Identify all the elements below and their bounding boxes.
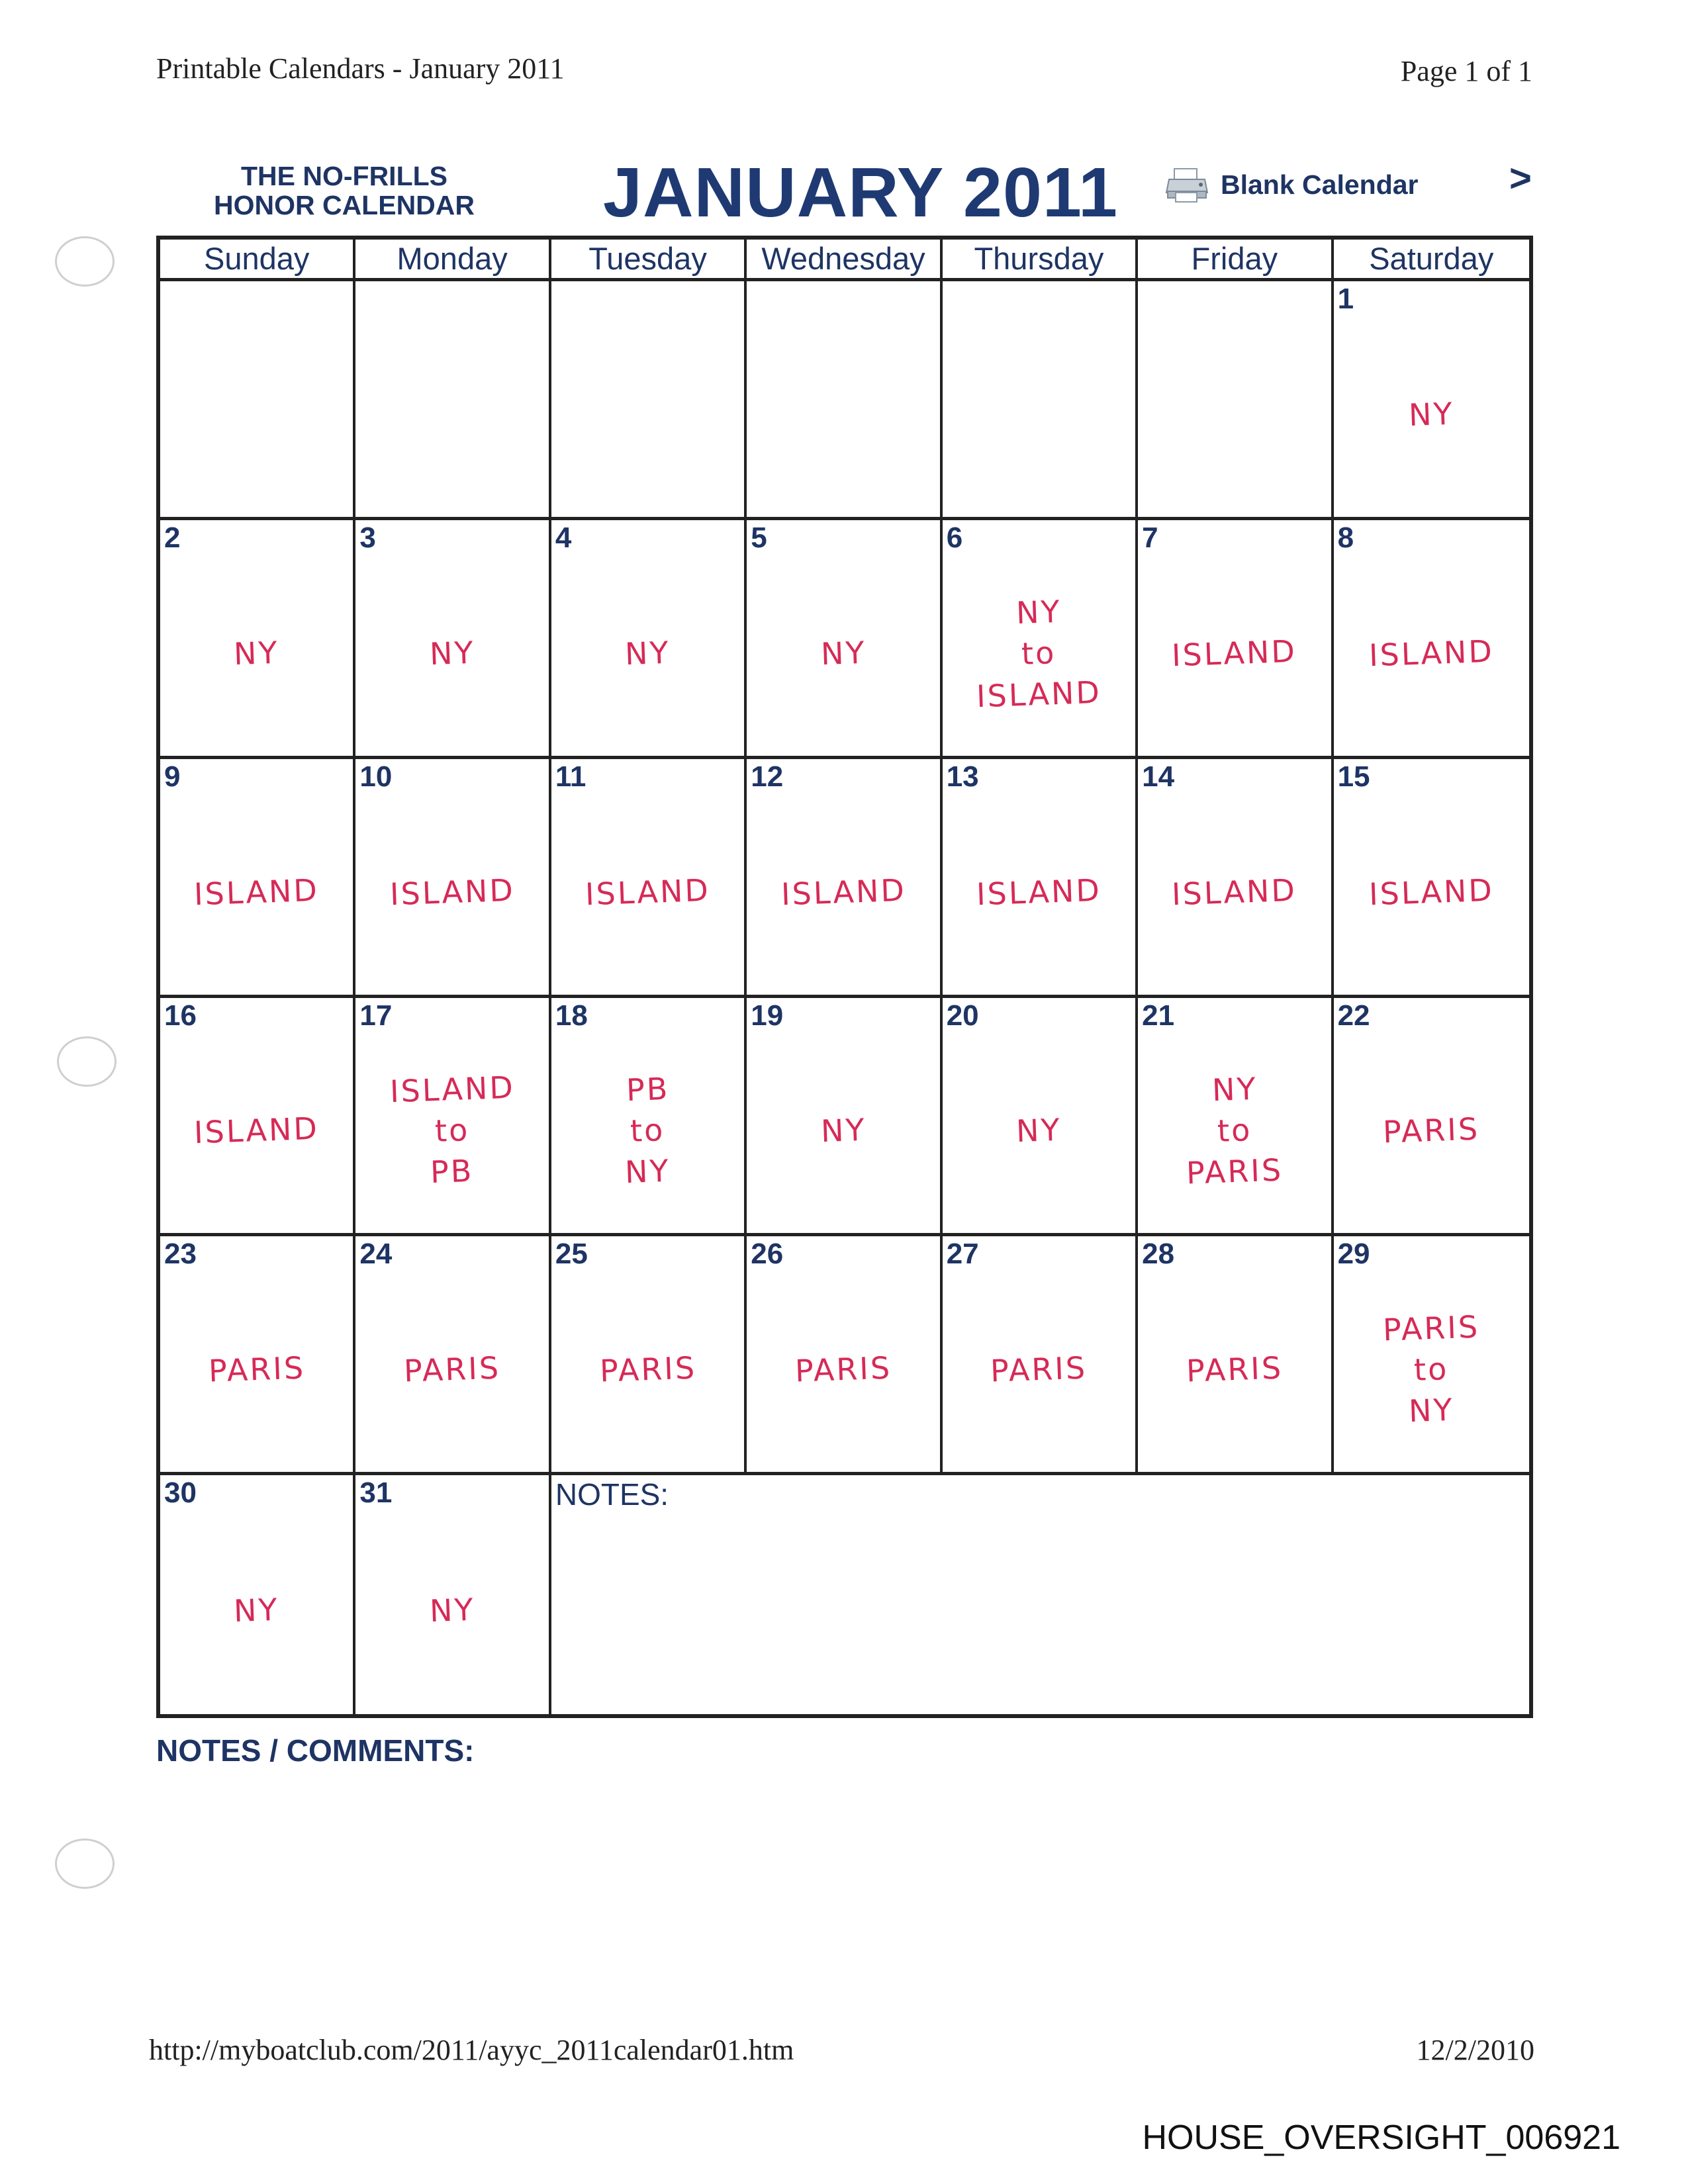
print-footer-date: 12/2/2010: [1416, 2034, 1534, 2066]
handwritten-note-line: PB: [625, 1071, 671, 1109]
day-cell-22: [1334, 998, 1529, 1237]
day-number: 11: [555, 760, 586, 793]
day-number: 15: [1337, 760, 1370, 793]
handwritten-note-line: NY: [624, 1153, 671, 1191]
handwritten-note: [355, 1522, 548, 1698]
handwritten-note: [160, 1044, 353, 1218]
handwritten-note-line: NY: [428, 1591, 476, 1629]
handwritten-note-line: PARIS: [207, 1349, 306, 1389]
day-cell-18: [551, 998, 747, 1237]
handwritten-note: [160, 567, 353, 740]
handwritten-note-line: NY: [820, 634, 867, 672]
handwritten-note: [1138, 567, 1331, 740]
brand-link[interactable]: [199, 161, 490, 220]
day-number: 14: [1142, 760, 1175, 793]
day-cell-empty: [355, 281, 551, 520]
day-cell-30: [160, 1475, 355, 1714]
handwritten-note-line: ISLAND: [1368, 872, 1495, 912]
day-cell-24: [355, 1236, 551, 1475]
day-cell-26: [747, 1236, 942, 1475]
handwritten-note-line: ISLAND: [1171, 872, 1298, 912]
handwritten-note: [1334, 567, 1529, 740]
day-number: 18: [555, 999, 588, 1032]
handwritten-note-line: NY: [624, 634, 671, 672]
day-number: 4: [555, 521, 572, 554]
handwritten-note-line: to: [630, 1112, 666, 1150]
day-cell-12: [747, 759, 942, 998]
calendar-grid: [156, 236, 1533, 1718]
day-cell-8: [1334, 520, 1529, 759]
handwritten-note-line: PARIS: [990, 1349, 1088, 1389]
day-cell-empty: [551, 281, 747, 520]
handwritten-note: [943, 567, 1135, 740]
day-cell-7: [1138, 520, 1333, 759]
handwritten-note-line: ISLAND: [780, 872, 907, 912]
day-number: 26: [751, 1238, 784, 1271]
handwritten-note: [355, 1283, 548, 1456]
handwritten-note-line: PARIS: [1382, 1308, 1481, 1348]
notes-comments-label: NOTES / COMMENTS:: [156, 1733, 475, 1768]
day-number: 21: [1142, 999, 1175, 1032]
handwritten-note: [551, 1283, 744, 1456]
handwritten-note-line: PARIS: [1382, 1111, 1481, 1150]
day-number: 12: [751, 760, 784, 793]
day-number: 25: [555, 1238, 588, 1271]
handwritten-note-line: NY: [820, 1112, 867, 1150]
day-number: 31: [359, 1477, 393, 1510]
handwritten-note: [747, 1283, 939, 1456]
handwritten-note-line: NY: [428, 634, 476, 672]
day-cell-21: [1138, 998, 1333, 1237]
print-footer-url: http://myboatclub.com/2011/ayyc_2011calendar01.htm: [149, 2034, 794, 2066]
handwritten-note-line: to: [1413, 1351, 1450, 1388]
day-cell-6: [943, 520, 1138, 759]
handwritten-note: [355, 1044, 548, 1218]
handwritten-note: [160, 1283, 353, 1456]
day-cell-11: [551, 759, 747, 998]
weekday-header-row: [160, 240, 1529, 281]
handwritten-note: [551, 567, 744, 740]
day-number: 17: [359, 999, 393, 1032]
weekday-wednesday: Wednesday: [747, 240, 942, 278]
handwritten-note-line: PARIS: [1185, 1152, 1284, 1191]
handwritten-note-line: to: [1021, 634, 1057, 672]
handwritten-note: [1138, 1283, 1331, 1456]
handwritten-note-line: ISLAND: [976, 872, 1102, 912]
blank-calendar-label: Blank Calendar: [1221, 169, 1419, 200]
day-cell-5: [747, 520, 942, 759]
day-cell-15: [1334, 759, 1529, 998]
weekday-monday: Monday: [355, 240, 551, 278]
day-cell-empty: [160, 281, 355, 520]
handwritten-note: [355, 805, 548, 979]
day-cell-10: [355, 759, 551, 998]
weekday-saturday: Saturday: [1369, 241, 1494, 276]
day-cell-empty: [943, 281, 1138, 520]
handwritten-note-line: PARIS: [794, 1349, 892, 1389]
printer-icon: [1165, 166, 1209, 203]
handwritten-note-line: ISLAND: [1368, 633, 1495, 674]
handwritten-note: [943, 1044, 1135, 1218]
day-number: 3: [359, 521, 376, 554]
handwritten-note: [1334, 1283, 1529, 1456]
day-cell-9: [160, 759, 355, 998]
handwritten-note-line: NY: [1408, 1392, 1455, 1430]
day-number: 23: [164, 1238, 197, 1271]
day-cell-31: [355, 1475, 551, 1714]
handwritten-note-line: ISLAND: [389, 872, 516, 912]
day-number: 29: [1337, 1238, 1370, 1271]
handwritten-note: [943, 1283, 1135, 1456]
handwritten-note-line: ISLAND: [976, 674, 1102, 715]
handwritten-note: [551, 805, 744, 979]
brand-line-2: HONOR CALENDAR: [213, 190, 475, 220]
weekday-tuesday: Tuesday: [551, 240, 747, 278]
weekday-thursday: Thursday: [943, 240, 1138, 278]
day-cell-3: [355, 520, 551, 759]
weekday-friday: Friday: [1138, 240, 1333, 278]
day-number: 24: [359, 1238, 393, 1271]
next-month-arrow-icon[interactable]: >: [1509, 157, 1532, 200]
day-cell-4: [551, 520, 747, 759]
day-number: 7: [1142, 521, 1158, 554]
day-cell-16: [160, 998, 355, 1237]
handwritten-note-line: ISLAND: [193, 1111, 320, 1151]
handwritten-note: [1138, 805, 1331, 979]
handwritten-note: [747, 567, 939, 740]
handwritten-note-line: NY: [1015, 593, 1062, 631]
handwritten-note-line: PARIS: [403, 1349, 502, 1389]
notes-label: NOTES:: [555, 1477, 669, 1512]
handwritten-note-line: ISLAND: [1171, 633, 1298, 674]
handwritten-note-line: to: [434, 1112, 471, 1150]
day-number: 22: [1337, 999, 1370, 1032]
day-cell-14: [1138, 759, 1333, 998]
handwritten-note: [1334, 805, 1529, 979]
handwritten-note-line: ISLAND: [389, 1069, 516, 1110]
day-number: 28: [1142, 1238, 1175, 1271]
day-cell-19: [747, 998, 942, 1237]
handwritten-note-line: NY: [1408, 395, 1455, 433]
blank-calendar-link[interactable]: [1165, 161, 1419, 208]
handwritten-note: [747, 1044, 939, 1218]
handwritten-note: [1334, 1044, 1529, 1218]
weekday-sunday: Sunday: [160, 240, 355, 278]
day-cell-empty: [1138, 281, 1333, 520]
day-number: 8: [1337, 521, 1354, 554]
day-cell-27: [943, 1236, 1138, 1475]
handwritten-note: [160, 1522, 353, 1698]
day-cell-2: [160, 520, 355, 759]
handwritten-note: [355, 567, 548, 740]
day-number: 20: [946, 999, 979, 1032]
day-cell-23: [160, 1236, 355, 1475]
handwritten-note-line: NY: [233, 634, 280, 672]
handwritten-note-line: ISLAND: [193, 872, 320, 912]
handwritten-note: [160, 805, 353, 979]
notes-area: [551, 1475, 1529, 1714]
day-cell-empty: [747, 281, 942, 520]
hole-punch: [55, 1839, 115, 1889]
print-header-title: Printable Calendars - January 2011: [156, 52, 565, 85]
day-cell-29: [1334, 1236, 1529, 1475]
day-number: 10: [359, 760, 393, 793]
day-number: 5: [751, 521, 767, 554]
handwritten-note-line: NY: [1211, 1071, 1258, 1109]
day-number: 16: [164, 999, 197, 1032]
day-cell-25: [551, 1236, 747, 1475]
day-cell-1: [1334, 281, 1529, 520]
handwritten-note-line: PARIS: [1185, 1349, 1284, 1389]
handwritten-note-line: PARIS: [598, 1349, 697, 1389]
day-number: 6: [946, 521, 963, 554]
month-title: JANUARY 2011: [603, 154, 1118, 232]
handwritten-note-line: PB: [430, 1153, 475, 1191]
day-number: 13: [946, 760, 979, 793]
calendar-days: [160, 281, 1529, 1714]
print-header-page: Page 1 of 1: [1400, 55, 1532, 87]
hole-punch: [55, 236, 115, 287]
day-number: 9: [164, 760, 181, 793]
handwritten-note: [1138, 1044, 1331, 1218]
day-number: 2: [164, 521, 181, 554]
bates-number: HOUSE_OVERSIGHT_006921: [1142, 2118, 1620, 2157]
day-number: 30: [164, 1477, 197, 1510]
brand-line-1: THE NO-FRILLS: [240, 161, 448, 191]
day-cell-17: [355, 998, 551, 1237]
hole-punch: [57, 1036, 117, 1087]
day-number: 1: [1337, 283, 1354, 315]
day-number: 27: [946, 1238, 979, 1271]
day-cell-13: [943, 759, 1138, 998]
day-cell-20: [943, 998, 1138, 1237]
handwritten-note-line: ISLAND: [585, 872, 711, 912]
handwritten-note-line: NY: [1015, 1112, 1062, 1150]
handwritten-note: [1334, 328, 1529, 501]
handwritten-note-line: NY: [233, 1591, 280, 1629]
day-number: 19: [751, 999, 784, 1032]
handwritten-note-line: to: [1216, 1112, 1252, 1150]
day-cell-28: [1138, 1236, 1333, 1475]
handwritten-note: [747, 805, 939, 979]
handwritten-note: [551, 1044, 744, 1218]
handwritten-note: [943, 805, 1135, 979]
